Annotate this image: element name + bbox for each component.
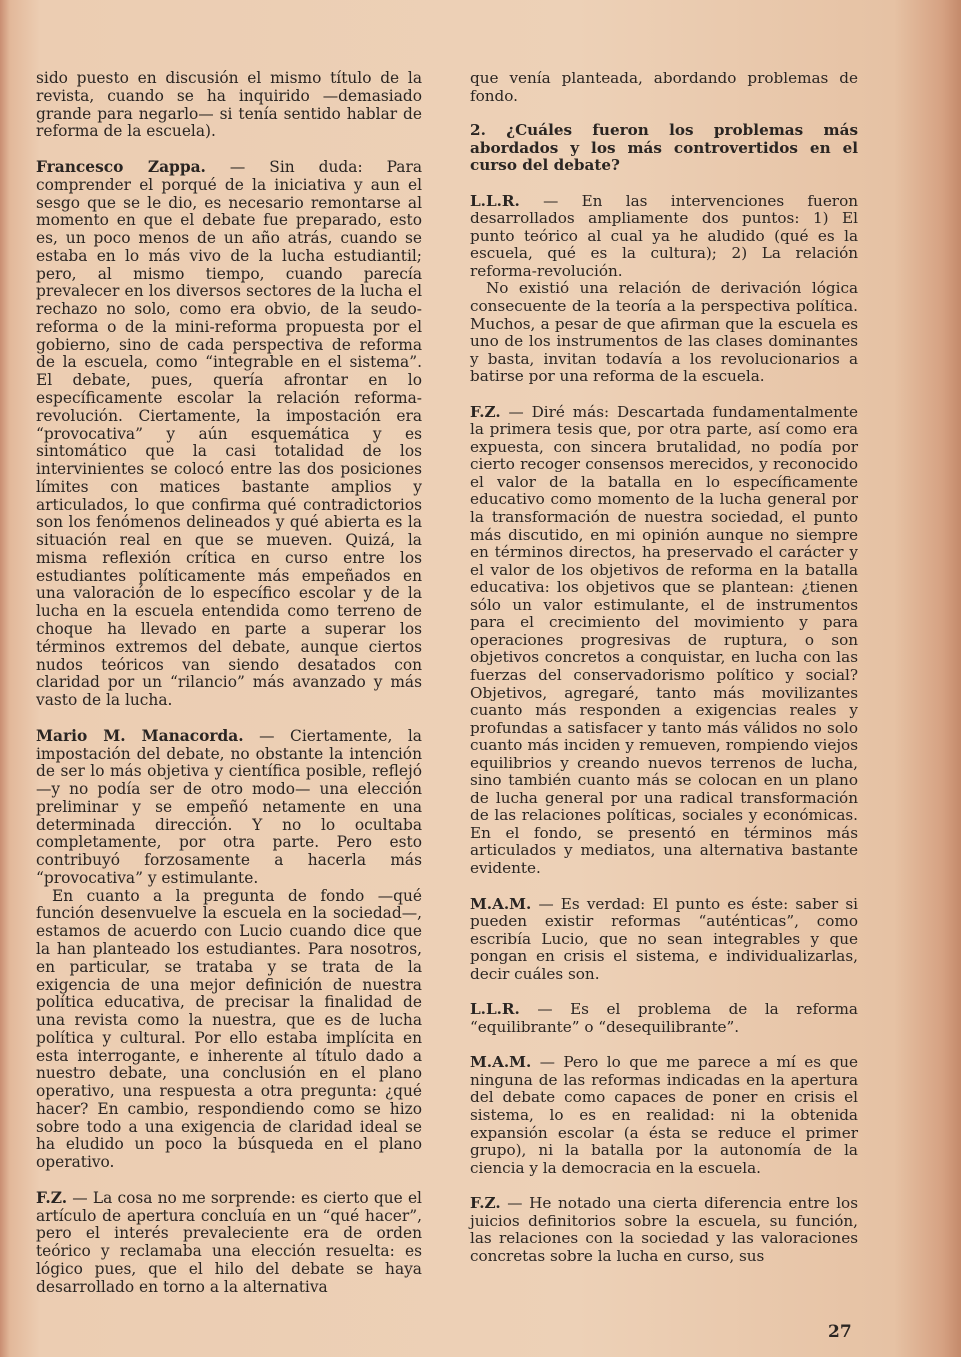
speaker-name: F.Z. — [470, 1194, 501, 1213]
paragraph-text: — Es verdad: El punto es éste: saber si pueden existir reformas “auténticas”, como escribía Lucio, que no sean integrables y que pongan en crisis el sistema, e individualizarlas, decir cuáles son. — [470, 894, 858, 983]
paragraph-text: — Es el problema de la reforma “equilibrante” o “desequilibrante”. — [470, 1000, 858, 1036]
paragraph-text: — Diré más: Descartada fundamentalmente la primera tesis que, por otra parte, así como era expuesta, con sincera brutalidad, no podía por cierto recoger consensos merecidos, y reconocido el valor de la batalla en lo específicamente educativo como momento de la lucha general por la transformación de nuestra sociedad, el punto más discutido, en mi opinión aunque no siempre en términos directos, ha preservado el carácter y el valor de los objetivos de reforma en la batalla educativa: los objetivos que se plantean: ¿tienen sólo un valor estimulante, el de instrumentos para el crecimiento del movimiento y para operaciones progresivas de ruptura, o son objetivos concretos a conquistar, en lucha con las fuerzas del conservadorismo político y social? Objetivos, agregaré, tanto más movilizantes cuanto más responden a exigencias reales y profundas a satisfacer y tanto más válidos no solo cuanto más inciden y remueven, rompiendo viejos equilibrios y creando nuevos terrenos de lucha, sino también cuanto más se colocan en un plano de lucha general por una radical transformación de las relaciones políticas, sociales y económicas. En el fondo, se presentó en términos más articulados y mediatos, una alternativa bastante evidente. — [470, 402, 858, 877]
speaker-name: M.A.M. — [470, 1053, 532, 1072]
paragraph — [470, 1001, 858, 1036]
speaker-name: F.Z. — [470, 402, 501, 421]
left-column — [36, 70, 422, 1297]
paragraph — [36, 888, 422, 1172]
paragraph — [470, 896, 858, 984]
paragraph — [36, 728, 422, 888]
right-column — [470, 70, 858, 1265]
paragraph — [36, 159, 422, 710]
paragraph — [470, 193, 858, 281]
paragraph — [470, 1054, 858, 1177]
paragraph-text: — Sin duda: Para comprender el porqué de la iniciativa y aun el sesgo que se le dio, es necesario remontarse al momento en que el debate fue preparado, esto es, un poco menos de un año atrás, cuando se estaba en lo más vivo de la lucha estudiantil; pero, al mismo tiempo, cuando parecía prevalecer en los diversos sectores de la lucha el rechazo no solo, como era obvio, de la seudo-reforma o de la mini-reforma propuesta por el gobierno, sino de cada perspectiva de reforma de la escuela, como “integrable en el sistema”. El debate, pues, quería afrontar en lo específicamente escolar la relación reforma-revolución. Ciertamente, la impostación era “provocativa” y aún esquemática y es sintomático que la casi totalidad de los intervinientes se colocó entre las dos posiciones límites con matices bastante amplios y articulados, lo que confirma qué contradictorios son los fenómenos delineados y qué abierta es la situación real en que se mueven. Quizá, la misma reflexión crítica en curso entre los estudiantes políticamente más empeñados en una valoración de lo específico escolar y de la lucha en la escuela entendida como terreno de choque ha llevado en parte a superar los términos extremos del debate, aunque ciertos nudos teóricos van siendo desatados con claridad por un “rilancio” más avanzado y más vasto de la lucha. — [36, 158, 422, 710]
speaker-name: F.Z. — [36, 1188, 68, 1207]
paragraph-text: — Ciertamente, la impostación del debate, no obstante la intención de ser lo más objetiva y científica posible, reflejó —y no podía ser de otro modo— una elección preliminar y se empeñó netamente en una determinada dirección. Y no lo ocultaba completamente, por otra parte. Pero esto contribuyó forzosamente a hacerla más “provocativa” y estimulante. — [36, 726, 422, 887]
paragraph-text: — En las intervenciones fueron desarrollados ampliamente dos puntos: 1) El punto teórico al cual ya he aludido (qué es la escuela, qué es la cultura); 2) La relación reforma-revolución. — [470, 191, 858, 280]
speaker-name: L.L.R. — [470, 1000, 520, 1019]
speaker-name: M.A.M. — [470, 894, 532, 913]
paragraph — [36, 1190, 422, 1297]
paragraph-text: En cuanto a la pregunta de fondo —qué función desenvuelve la escuela en la sociedad—, estamos de acuerdo con Lucio cuando dice que la han planteado los estudiantes. Para nosotros, en particular, se trataba y se trata de la exigencia de una mejor definición de nuestra política educativa, de precisar la finalidad de una revista como la nuestra, que es de lucha política y cultural. Por ello estaba implícita en esta interrogante, e inherente al título dado a nuestro debate, una conclusión en el plano operativo, una respuesta a otra pregunta: ¿qué hacer? En cambio, respondiendo como se hizo sobre todo a una exigencia de claridad ideal se ha eludido un poco la búsqueda en el plano operativo. — [36, 886, 422, 1172]
paragraph — [470, 70, 858, 105]
interview-question: 2. ¿Cuáles fueron los problemas más abordados y los más controvertidos en el curso del debate? — [470, 121, 858, 175]
paragraph-text: sido puesto en discusión el mismo título de la revista, cuando se ha inquirido —demasiado grande para negarlo— si tenía sentido hablar de reforma de la escuela). — [36, 69, 422, 141]
paragraph-text: — He notado una cierta diferencia entre los juicios definitorios sobre la escuela, su función, las relaciones con la sociedad y las valoraciones concretas sobre la lucha en curso, sus — [470, 1194, 858, 1265]
paragraph — [36, 70, 422, 141]
paragraph-text: — Pero lo que me parece a mí es que ninguna de las reformas indicadas en la apertura del debate como capaces de poner en crisis el sistema, lo es en realidad: ni la obtenida expansión escolar (a ésta se reduce el primer grupo), ni la batalla por la autonomía de la ciencia y la democracia en la escuela. — [470, 1053, 858, 1177]
paragraph — [470, 280, 858, 385]
paragraph — [470, 1195, 858, 1265]
paragraph-text: No existió una relación de derivación lógica consecuente de la teoría a la perspectiva política. Muchos, a pesar de que afirman que la escuela es uno de los instrumentos de las clases dominantes y basta, invitan todavía a los revolucionarios a batirse por una reforma de la escuela. — [470, 279, 858, 386]
page-number: 27 — [828, 1322, 852, 1342]
speaker-name: L.L.R. — [470, 191, 520, 210]
speaker-name: Mario M. Manacorda. — [36, 726, 244, 745]
speaker-name: Francesco Zappa. — [36, 158, 206, 177]
paragraph-text: que venía planteada, abordando problemas de fondo. — [470, 69, 858, 105]
paragraph-text: — La cosa no me sorprende: es cierto que el artículo de apertura concluía en un “qué hacer”, pero el interés prevaleciente era de orden teórico y reclamaba una elección resuelta: es lógico pues, que el hilo del debate se haya desarrollado en torno a la alternativa — [36, 1188, 422, 1296]
paragraph — [470, 404, 858, 878]
